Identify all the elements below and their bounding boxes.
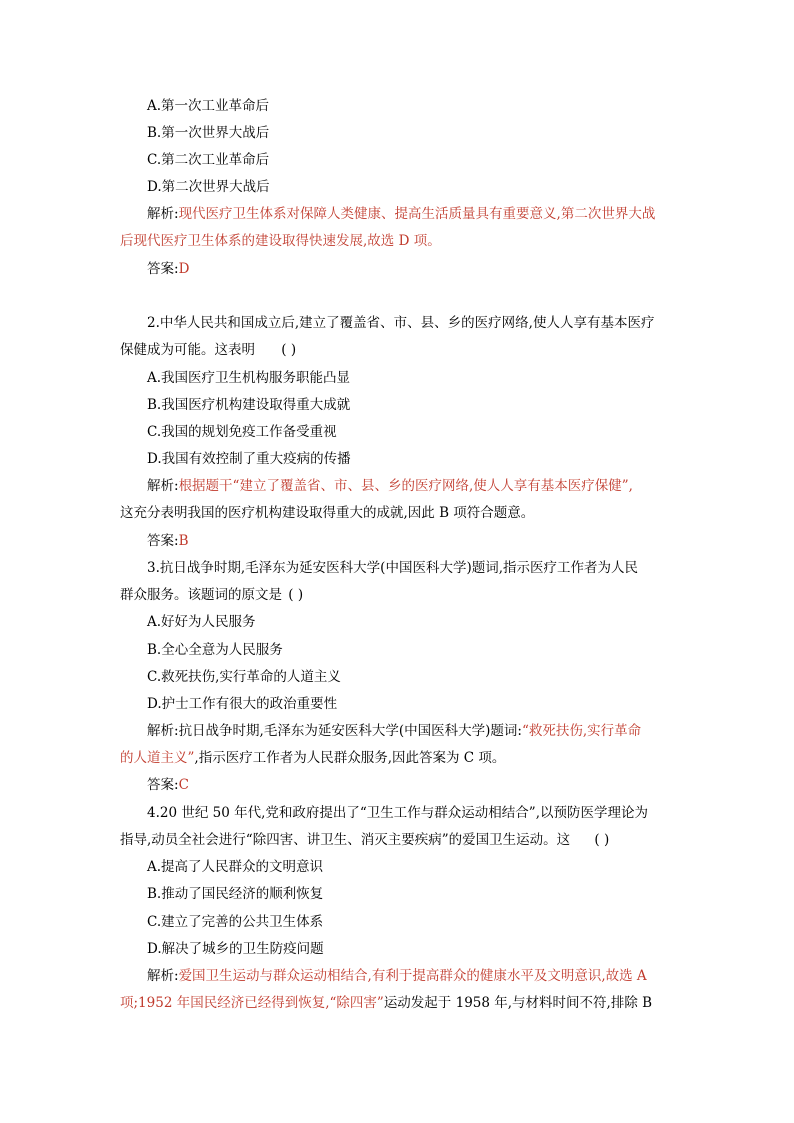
q4-stem-text: 指导,动员全社会进行“除四害、讲卫生、消灭主要疾病”的爱国卫生运动。这 <box>120 832 571 848</box>
q1-option-a: A.第一次工业革命后 <box>147 98 270 114</box>
answer-paren: ( ) <box>281 342 297 358</box>
q3-analysis-cont <box>120 748 505 768</box>
q4-analysis <box>147 966 647 986</box>
analysis-text: 现代医疗卫生体系对保障人类健康、提高生活质量具有重要意义,第二次世界大战 <box>178 206 656 222</box>
q3-analysis <box>147 721 641 741</box>
analysis-text: 爱国卫生运动与群众运动相结合,有利于提高群众的健康水平及文明意识,故选 A <box>178 968 647 984</box>
q2-option-a: A.我国医疗卫生机构服务职能凸显 <box>147 370 351 386</box>
analysis-text: ,指示医疗工作者为人民群众服务,因此答案为 C 项。 <box>194 750 506 766</box>
analysis-text: 抗日战争时期,毛泽东为延安医科大学(中国医科大学)题词: <box>178 723 522 739</box>
answer-label: 答案: <box>147 261 179 277</box>
analysis-quote: 的人道主义” <box>120 750 195 766</box>
analysis-quote: “除四害” <box>329 995 384 1011</box>
q3-stem-text: 群众服务。该题词的原文是 <box>120 587 282 603</box>
q2-analysis <box>147 476 633 496</box>
analysis-label: 解析: <box>147 206 179 222</box>
q4-option-a: A.提高了人民群众的文明意识 <box>147 859 324 875</box>
analysis-label: 解析: <box>147 968 179 984</box>
analysis-label: 解析: <box>147 478 179 494</box>
q2-stem-text: 保健成为可能。这表明 <box>120 342 255 358</box>
q2-option-c: C.我国的规划免疫工作备受重视 <box>147 424 337 440</box>
answer-paren: ( ) <box>594 832 610 848</box>
analysis-quote: “救死扶伤,实行革命 <box>521 723 642 739</box>
analysis-text: 后现代医疗卫生体系的建设取得快速发展,故选 D 项。 <box>120 233 441 249</box>
analysis-text: 这充分表明我国的医疗机构建设取得重大的成就,因此 B 项符合题意。 <box>120 505 535 521</box>
q4-option-b: B.推动了国民经济的顺利恢复 <box>147 886 324 902</box>
q2-analysis-cont <box>120 503 534 523</box>
q4-stem-cont <box>120 830 609 850</box>
answer-value: C <box>178 777 189 793</box>
q2-stem: 2.中华人民共和国成立后,建立了覆盖省、市、县、乡的医疗网络,使人人享有基本医疗 <box>147 315 655 331</box>
q3-option-a: A.好好为人民服务 <box>147 614 256 630</box>
q3-stem: 3.抗日战争时期,毛泽东为延安医科大学(中国医科大学)题词,指示医疗工作者为人民 <box>147 560 638 576</box>
q3-stem-cont <box>120 585 303 605</box>
analysis-text: 根据题干“建立了覆盖省、市、县、乡的医疗网络,使人人享有基本医疗保健”, <box>178 478 633 494</box>
q1-analysis-cont <box>120 231 441 251</box>
answer-label: 答案: <box>147 533 179 549</box>
q3-option-c: C.救死扶伤,实行革命的人道主义 <box>147 669 341 685</box>
q4-option-c: C.建立了完善的公共卫生体系 <box>147 914 324 930</box>
analysis-text: 项;1952 年国民经济已经得到恢复, <box>120 995 330 1011</box>
q3-option-b: B.全心全意为人民服务 <box>147 642 283 658</box>
q3-option-d: D.护士工作有很大的政治重要性 <box>147 696 338 712</box>
q1-option-c: C.第二次工业革命后 <box>147 152 270 168</box>
q1-option-d: D.第二次世界大战后 <box>147 179 270 195</box>
q2-answer <box>147 531 188 551</box>
q1-option-b: B.第一次世界大战后 <box>147 125 270 141</box>
q3-answer <box>147 775 189 795</box>
q4-analysis-cont <box>120 993 652 1013</box>
q2-option-d: D.我国有效控制了重大疫病的传播 <box>147 451 351 467</box>
q4-stem: 4.20 世纪 50 年代,党和政府提出了“卫生工作与群众运动相结合”,以预防医学理论为 <box>147 805 648 821</box>
q1-answer <box>147 259 189 279</box>
analysis-label: 解析: <box>147 723 179 739</box>
answer-label: 答案: <box>147 777 179 793</box>
answer-value: D <box>178 261 190 277</box>
q1-analysis <box>147 204 655 224</box>
analysis-text: 运动发起于 1958 年,与材料时间不符,排除 B <box>383 995 653 1011</box>
q4-option-d: D.解决了城乡的卫生防疫问题 <box>147 941 324 957</box>
q2-stem-cont <box>120 340 296 360</box>
answer-paren: ( ) <box>288 587 304 603</box>
q2-option-b: B.我国医疗机构建设取得重大成就 <box>147 397 351 413</box>
answer-value: B <box>178 533 189 549</box>
